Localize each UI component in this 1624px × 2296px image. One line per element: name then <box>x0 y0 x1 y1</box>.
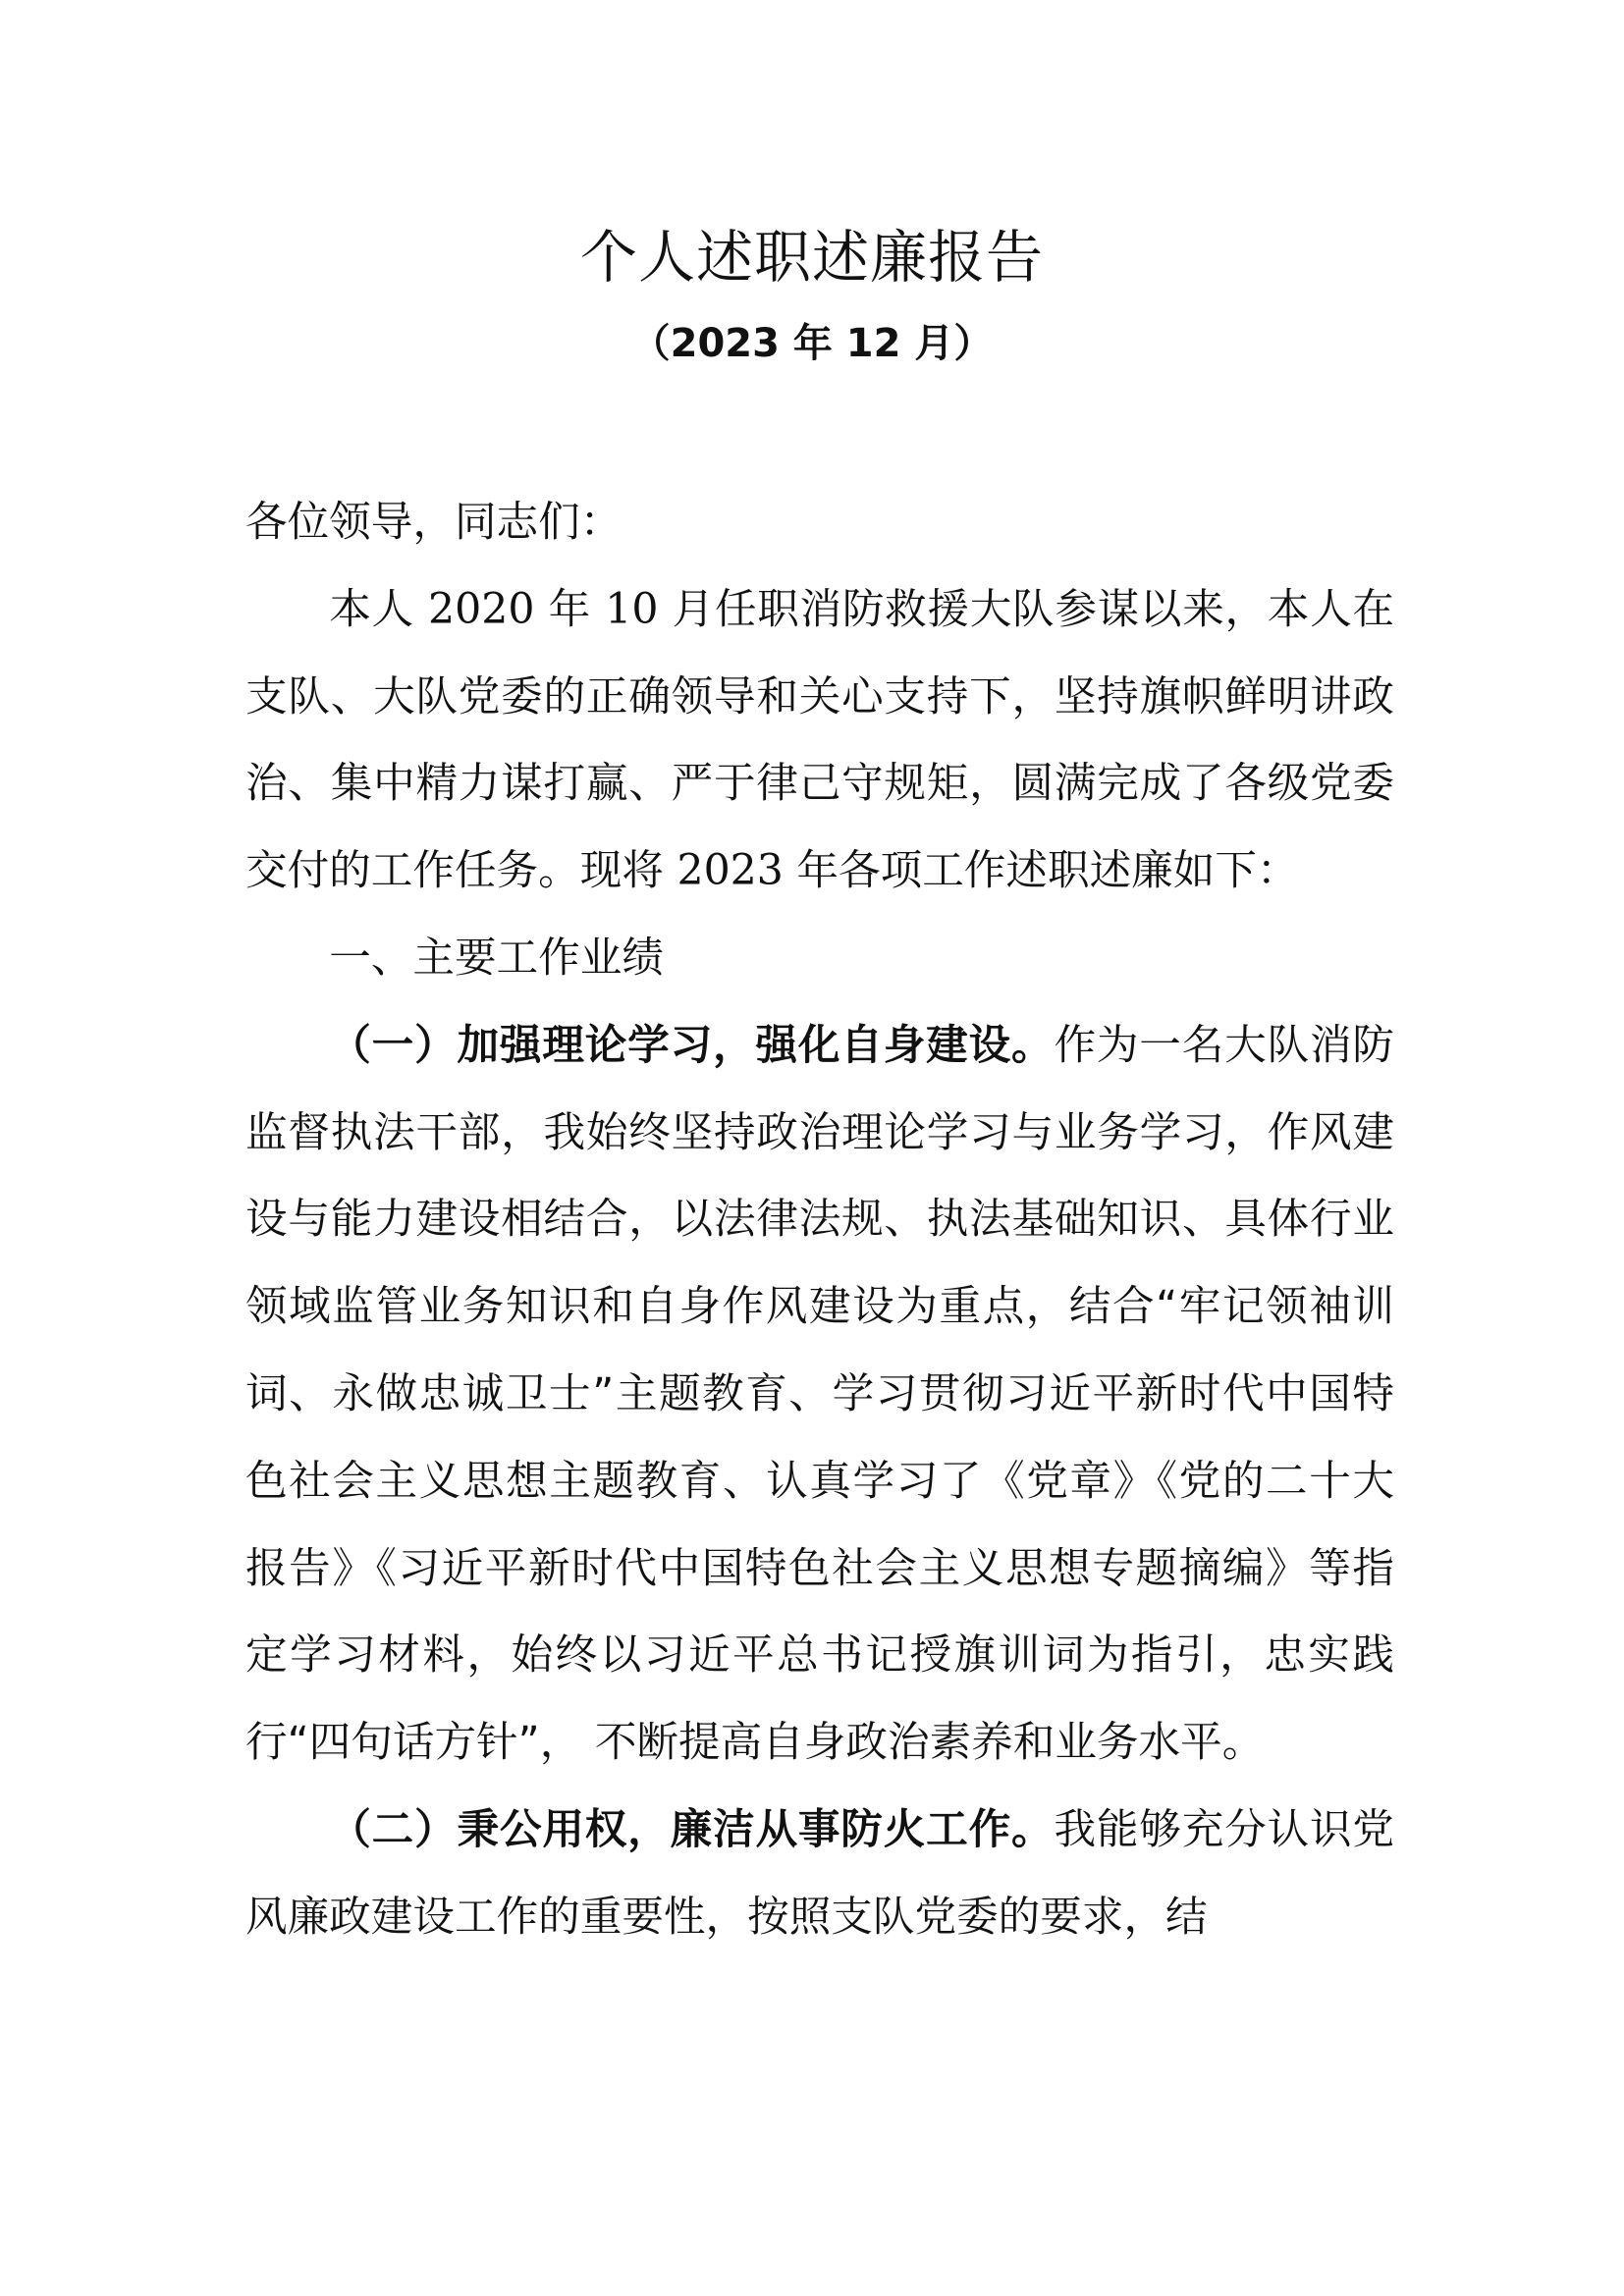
document-title: 个人述职述廉报告 <box>579 224 1044 291</box>
subsection-2-text: 我能够充分认识党风廉政建设工作的重要性，按照支队党委的要求，结 <box>245 1804 1395 1942</box>
subsection-2 <box>245 1787 1394 1961</box>
subsection-1-heading: （一）加强理论学习，强化自身建设。 <box>329 1020 1055 1070</box>
intro-year-2020: 2020 <box>428 584 535 634</box>
subsection-2-heading: （二）秉公用权，廉洁从事防火工作。 <box>329 1804 1055 1854</box>
intro-text-4: 年各项工作述职述廉如下： <box>783 846 1299 896</box>
intro-text-3: 月任职消防救援大队参谋以来，本人在支队、大队党委的正确领导和关心支持下，坚持旗帜鲜明讲政治、集中精力谋打赢、严于律己守规矩，圆满完成了各级党委交付的工作任务。现将 <box>245 584 1394 896</box>
intro-month-10: 10 <box>605 584 659 634</box>
salutation: 各位领导，同志们： <box>245 498 623 547</box>
section-heading: 一、主要工作业绩 <box>329 933 664 983</box>
document-date: （2023 年 12 月） <box>630 321 994 366</box>
subsection-1-text: 作为一名大队消防监督执法干部，我始终坚持政治理论学习与业务学习，作风建设与能力建设相结合，以法律法规、执法基础知识、具体行业领域监管业务知识和自身作风建设为重点，结合“牢记领袖训词、永做忠诚卫士”主题教育、学习贯彻习近平新时代中国特色社会主义思想主题教育、认真学习了《党章》《党的二十大报告》《习近平新时代中国特色社会主义思想专题摘编》等指定学习材料，始终以习近平总书记授旗训词为指引，忠实践行“四句话方针”， 不断提高自身政治素养和业务水平。 <box>245 1020 1395 1768</box>
subsection-1 <box>245 1002 1394 1787</box>
intro-text-1: 本人 <box>329 584 429 634</box>
intro-text-2: 年 <box>534 584 606 634</box>
intro-year-2023: 2023 <box>677 846 784 896</box>
document-body <box>245 479 1394 1961</box>
intro-paragraph <box>245 566 1394 915</box>
